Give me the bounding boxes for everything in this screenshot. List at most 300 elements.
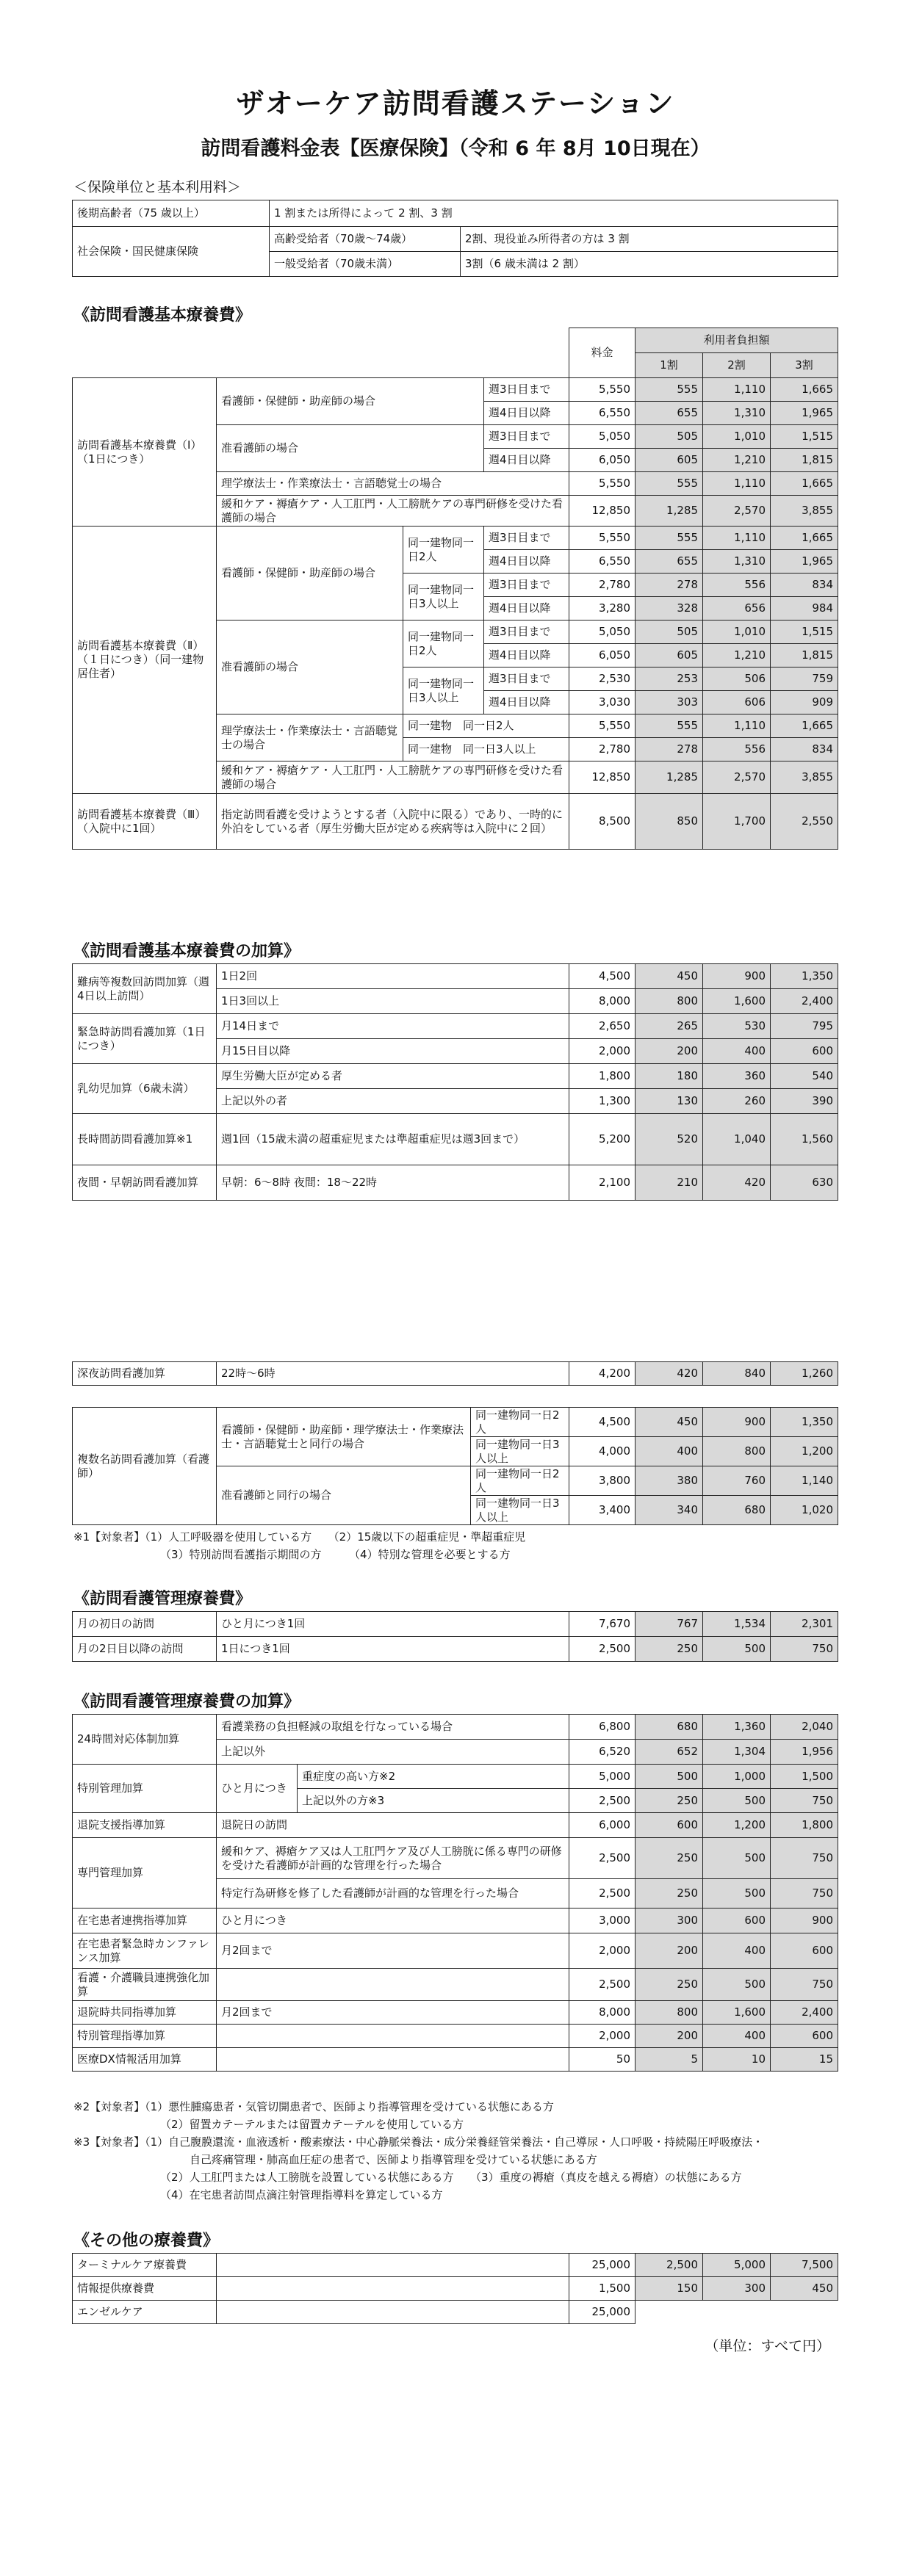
fee-cell: 750 — [771, 1789, 838, 1813]
fee-cell: 1,350 — [771, 964, 838, 989]
basic-week: 週4日目以降 — [484, 449, 569, 472]
fee-cell: 500 — [635, 1765, 703, 1789]
fee-cell: 1,665 — [771, 472, 838, 496]
fee-cell: 1,260 — [771, 1362, 838, 1386]
madd-expert: 専門管理加算 — [73, 1838, 217, 1909]
fee-cell: 606 — [703, 691, 771, 714]
basic-group-1: 訪問看護基本療養費（Ⅰ）（1日につき） — [73, 378, 217, 527]
multi-table — [72, 1407, 838, 1525]
fee-cell: 900 — [703, 1408, 771, 1437]
fee-cell: 4,000 — [569, 1437, 635, 1466]
fee-cell: 25,000 — [569, 2254, 635, 2277]
ins-general-recipient-value: 3割（6 歳未満は 2 割） — [461, 252, 838, 277]
fee-cell: 450 — [635, 964, 703, 989]
fee-cell: 800 — [635, 989, 703, 1014]
fee-cell: 2,400 — [771, 2001, 838, 2025]
ins-late-elderly-label: 後期高齢者（75 歳以上） — [73, 200, 270, 227]
fee-cell: 505 — [635, 621, 703, 644]
basic-week: 週4日目以降 — [484, 550, 569, 574]
ins-elderly-recipient-value: 2割、現役並み所得者の方は 3 割 — [461, 227, 838, 252]
fee-cell: 450 — [771, 2277, 838, 2301]
fee-cell: 2,500 — [569, 1879, 635, 1909]
basic-header-2: 2割 — [703, 353, 771, 378]
fee-cell: 5,200 — [569, 1114, 635, 1165]
fee-cell: 2,550 — [771, 794, 838, 850]
madd-table — [72, 1714, 838, 2072]
fee-cell: 1,040 — [703, 1114, 771, 1165]
basic-group-2: 訪問看護基本療養費（Ⅱ）（１日につき）（同一建物居住者） — [73, 527, 217, 794]
add-label: 深夜訪問看護加算 — [73, 1362, 217, 1386]
fee-cell: 3,855 — [771, 761, 838, 794]
madd-special-2: 上記以外の方※3 — [298, 1789, 569, 1813]
basic-week: 週3日目まで — [484, 425, 569, 449]
add-detail: 22時〜6時 — [217, 1362, 569, 1386]
fee-cell: 909 — [771, 691, 838, 714]
basic-week: 週3日目まで — [484, 621, 569, 644]
madd-joint: 退院時共同指導加算 — [73, 2001, 217, 2025]
add-label: 長時間訪問看護加算※1 — [73, 1114, 217, 1165]
fee-cell: 2,500 — [635, 2254, 703, 2277]
basic-g1-jun: 准看護師の場合 — [217, 425, 484, 472]
fee-cell: 1,515 — [771, 425, 838, 449]
fee-cell: 5,550 — [569, 378, 635, 402]
insurance-table — [72, 200, 838, 277]
fee-cell: 2,500 — [569, 1637, 635, 1662]
fee-cell: 1,665 — [771, 378, 838, 402]
fee-cell: 555 — [635, 527, 703, 550]
fee-cell: 1,815 — [771, 449, 838, 472]
fee-cell: 3,030 — [569, 691, 635, 714]
fee-cell: 3,280 — [569, 597, 635, 621]
mgmt-table — [72, 1611, 838, 1662]
fee-cell: 12,850 — [569, 761, 635, 794]
fee-cell: 2,570 — [703, 496, 771, 527]
note-3c: （2）人工肛門または人工膀胱を設置している状態にある方 （3）重度の褥瘡（真皮を越える褥瘡）の状態にある方 — [160, 2171, 742, 2184]
fee-cell: 380 — [635, 1466, 703, 1496]
fee-cell: 1,815 — [771, 644, 838, 667]
fee-cell: 1,285 — [635, 761, 703, 794]
fee-cell: 2,500 — [569, 1789, 635, 1813]
fee-cell: 1,965 — [771, 402, 838, 425]
fee-cell: 520 — [635, 1114, 703, 1165]
other-info: 情報提供療養費 — [73, 2277, 217, 2301]
basic-group-3: 訪問看護基本療養費（Ⅲ）（入院中に1回） — [73, 794, 217, 850]
madd-special: 特別管理加算 — [73, 1765, 217, 1813]
fee-cell: 2,040 — [771, 1715, 838, 1740]
basic-week: 週3日目まで — [484, 667, 569, 691]
madd-special-1: 重症度の高い方※2 — [298, 1765, 569, 1789]
fee-cell: 1,200 — [771, 1437, 838, 1466]
fee-cell: 10 — [703, 2048, 771, 2072]
basic-g2-pt: 理学療法士・作業療法士・言語聴覚士の場合 — [217, 714, 403, 761]
mgmt-detail: 1日につき1回 — [217, 1637, 569, 1662]
fee-cell: 600 — [771, 2025, 838, 2048]
fee-cell: 656 — [703, 597, 771, 621]
fee-cell: 6,050 — [569, 449, 635, 472]
fee-cell: 3,400 — [569, 1496, 635, 1525]
fee-cell: 500 — [703, 1879, 771, 1909]
madd-special-per: ひと月につき — [217, 1765, 298, 1813]
fee-cell: 210 — [635, 1165, 703, 1201]
fee-cell: 680 — [703, 1496, 771, 1525]
add-table — [72, 963, 838, 1201]
fee-cell: 200 — [635, 1039, 703, 1064]
other-heading: 《その他の療養費》 — [73, 2232, 220, 2250]
fee-cell: 2,780 — [569, 574, 635, 597]
fee-cell: 6,550 — [569, 550, 635, 574]
fee-cell: 1,956 — [771, 1740, 838, 1765]
multi-label: 複数名訪問看護加算（看護師） — [73, 1408, 217, 1525]
fee-cell: 180 — [635, 1064, 703, 1089]
fee-cell: 680 — [635, 1715, 703, 1740]
fee-cell: 130 — [635, 1089, 703, 1114]
fee-cell: 600 — [703, 1909, 771, 1933]
fee-cell: 25,000 — [569, 2301, 635, 2324]
fee-cell: 8,000 — [569, 2001, 635, 2025]
multi-b2: 准看護師と同行の場合 — [217, 1466, 471, 1525]
mgmt-label: 月の2日目以降の訪問 — [73, 1637, 217, 1662]
fee-cell: 340 — [635, 1496, 703, 1525]
basic-header-1: 1割 — [635, 353, 703, 378]
madd-discharge: 退院支援指導加算 — [73, 1813, 217, 1838]
fee-cell: 8,500 — [569, 794, 635, 850]
fee-cell: 400 — [703, 1933, 771, 1969]
fee-cell: 800 — [703, 1437, 771, 1466]
page-title: ザオーケア訪問看護ステーション — [236, 87, 675, 120]
fee-cell: 840 — [703, 1362, 771, 1386]
fee-cell: 630 — [771, 1165, 838, 1201]
unit-note: （単位：すべて円） — [705, 2338, 830, 2354]
add-detail: 厚生労働大臣が定める者 — [217, 1064, 569, 1089]
fee-cell: 750 — [771, 1879, 838, 1909]
fee-cell: 7,670 — [569, 1612, 635, 1637]
madd-dx: 医療DX情報活用加算 — [73, 2048, 217, 2072]
fee-cell: 6,050 — [569, 644, 635, 667]
fee-cell: 652 — [635, 1740, 703, 1765]
fee-cell: 5,050 — [569, 621, 635, 644]
fee-cell: 250 — [635, 1969, 703, 2001]
add-detail: 月14日まで — [217, 1014, 569, 1039]
madd-expert-2: 特定行為研修を修了した看護師が計画的な管理を行った場合 — [217, 1879, 569, 1909]
fee-cell: 5,000 — [569, 1765, 635, 1789]
fee-cell: 400 — [703, 1039, 771, 1064]
fee-cell: 300 — [703, 2277, 771, 2301]
fee-cell: 12,850 — [569, 496, 635, 527]
add-detail: 1日2回 — [217, 964, 569, 989]
add-detail: 月15日目以降 — [217, 1039, 569, 1064]
add-label: 夜間・早朝訪問看護加算 — [73, 1165, 217, 1201]
fee-cell: 540 — [771, 1064, 838, 1089]
fee-cell: 5,000 — [703, 2254, 771, 2277]
madd-24h: 24時間対応体制加算 — [73, 1715, 217, 1765]
fee-cell: 390 — [771, 1089, 838, 1114]
fee-cell: 850 — [635, 794, 703, 850]
ins-late-elderly-value: 1 割または所得によって 2 割、3 割 — [270, 200, 838, 227]
fee-cell: 5 — [635, 2048, 703, 2072]
fee-cell: 1,700 — [703, 794, 771, 850]
add-detail: 週1回（15歳未満の超重症児または準超重症児は週3回まで） — [217, 1114, 569, 1165]
add-heading: 《訪問看護基本療養費の加算》 — [73, 942, 300, 960]
fee-cell: 750 — [771, 1637, 838, 1662]
note-1b: （3）特別訪問看護指示期間の方 （4）特別な管理を必要とする方 — [160, 1548, 511, 1561]
fee-cell: 900 — [771, 1909, 838, 1933]
fee-cell: 556 — [703, 574, 771, 597]
multi-same3: 同一建物同一日3人以上 — [471, 1496, 569, 1525]
fee-cell: 1,304 — [703, 1740, 771, 1765]
fee-cell: 1,000 — [703, 1765, 771, 1789]
fee-cell: 5,550 — [569, 527, 635, 550]
multi-same2: 同一建物同一日2人 — [471, 1408, 569, 1437]
fee-cell: 900 — [703, 964, 771, 989]
fee-cell: 360 — [703, 1064, 771, 1089]
basic-week: 週3日目まで — [484, 527, 569, 550]
fee-cell: 1,500 — [569, 2277, 635, 2301]
fee-cell: 505 — [635, 425, 703, 449]
fee-cell: 1,010 — [703, 621, 771, 644]
fee-cell: 250 — [635, 1637, 703, 1662]
fee-cell: 1,360 — [703, 1715, 771, 1740]
fee-cell: 1,210 — [703, 449, 771, 472]
fee-cell: 1,010 — [703, 425, 771, 449]
ins-general-recipient-label: 一般受給者（70歳未満） — [270, 252, 461, 277]
fee-cell: 15 — [771, 2048, 838, 2072]
fee-cell: 250 — [635, 1789, 703, 1813]
fee-cell: 1,500 — [771, 1765, 838, 1789]
fee-cell: 1,800 — [771, 1813, 838, 1838]
fee-cell: 555 — [635, 472, 703, 496]
basic-header-3: 3割 — [771, 353, 838, 378]
multi-same3: 同一建物同一日3人以上 — [471, 1437, 569, 1466]
fee-cell: 2,650 — [569, 1014, 635, 1039]
fee-cell: 278 — [635, 738, 703, 761]
fee-cell: 420 — [703, 1165, 771, 1201]
fee-cell: 1,310 — [703, 402, 771, 425]
fee-cell: 1,600 — [703, 2001, 771, 2025]
basic-week: 週4日目以降 — [484, 402, 569, 425]
madd-heading: 《訪問看護管理療養費の加算》 — [73, 1693, 300, 1711]
fee-cell: 500 — [703, 1969, 771, 2001]
fee-cell: 5,050 — [569, 425, 635, 449]
fee-cell: 1,020 — [771, 1496, 838, 1525]
basic-week: 週3日目まで — [484, 574, 569, 597]
fee-cell: 750 — [771, 1838, 838, 1879]
note-2a: ※2【対象者】（1）悪性腫瘍患者・気管切開患者で、医師より指導管理を受けている状態にある方 — [73, 2100, 554, 2113]
fee-cell: 1,800 — [569, 1064, 635, 1089]
fee-cell: 1,140 — [771, 1466, 838, 1496]
basic-same2: 同一建物同一日2人 — [403, 527, 484, 574]
fee-cell: 750 — [771, 1969, 838, 2001]
basic-same3: 同一建物同一日3人以上 — [403, 574, 484, 621]
fee-cell: 2,000 — [569, 2025, 635, 2048]
note-3b: 自己疼痛管理・肺高血圧症の患者で、医師より指導管理を受けている状態にある方 — [190, 2153, 597, 2166]
fee-cell: 605 — [635, 644, 703, 667]
fee-cell: 795 — [771, 1014, 838, 1039]
fee-cell: 1,965 — [771, 550, 838, 574]
note-3d: （4）在宅患者訪問点滴注射管理指導料を算定している方 — [160, 2188, 443, 2201]
other-angel: エンゼルケア — [73, 2301, 217, 2324]
fee-cell: 278 — [635, 574, 703, 597]
fee-cell: 1,300 — [569, 1089, 635, 1114]
fee-cell: 250 — [635, 1838, 703, 1879]
fee-cell: 500 — [703, 1838, 771, 1879]
fee-cell: 250 — [635, 1879, 703, 1909]
fee-cell: 200 — [635, 1933, 703, 1969]
fee-cell: 600 — [771, 1933, 838, 1969]
fee-cell: 260 — [703, 1089, 771, 1114]
fee-cell: 4,500 — [569, 964, 635, 989]
fee-cell: 2,500 — [569, 1838, 635, 1879]
fee-cell: 5,550 — [569, 472, 635, 496]
madd-discharge-b: 退院日の訪問 — [217, 1813, 569, 1838]
fee-cell: 2,780 — [569, 738, 635, 761]
fee-cell: 300 — [635, 1909, 703, 1933]
fee-cell: 7,500 — [771, 2254, 838, 2277]
fee-cell: 1,560 — [771, 1114, 838, 1165]
basic-g1-kanwa: 緩和ケア・褥瘡ケア・人工肛門・人工膀胱ケアの専門研修を受けた看護師の場合 — [217, 496, 569, 527]
fee-cell: 984 — [771, 597, 838, 621]
mgmt-heading: 《訪問看護管理療養費》 — [73, 1590, 252, 1608]
fee-cell: 500 — [703, 1789, 771, 1813]
fee-cell: 1,515 — [771, 621, 838, 644]
other-terminal: ターミナルケア療養費 — [73, 2254, 217, 2277]
ins-social-label: 社会保険・国民健康保険 — [73, 227, 270, 277]
fee-cell: 2,500 — [569, 1969, 635, 2001]
note-2b: （2）留置カテーテルまたは留置カテーテルを使用している方 — [160, 2118, 464, 2131]
fee-cell: 5,550 — [569, 714, 635, 738]
basic-g2-nurse: 看護師・保健師・助産師の場合 — [217, 527, 403, 621]
basic-week: 週4日目以降 — [484, 691, 569, 714]
late-night-table — [72, 1361, 838, 1386]
fee-cell: 759 — [771, 667, 838, 691]
fee-cell: 655 — [635, 402, 703, 425]
fee-cell: 2,000 — [569, 1933, 635, 1969]
fee-cell: 6,550 — [569, 402, 635, 425]
fee-cell: 555 — [635, 378, 703, 402]
fee-cell: 50 — [569, 2048, 635, 2072]
multi-b1: 看護師・保健師・助産師・理学療法士・作業療法士・言語聴覚士と同行の場合 — [217, 1408, 471, 1466]
ins-elderly-recipient-label: 高齢受給者（70歳〜74歳） — [270, 227, 461, 252]
fee-cell: 4,500 — [569, 1408, 635, 1437]
fee-cell: 834 — [771, 574, 838, 597]
fee-cell: 1,534 — [703, 1612, 771, 1637]
fee-cell: 200 — [635, 2025, 703, 2048]
fee-cell: 2,301 — [771, 1612, 838, 1637]
fee-cell: 800 — [635, 2001, 703, 2025]
add-detail: 1日3回以上 — [217, 989, 569, 1014]
fee-cell: 1,110 — [703, 378, 771, 402]
madd-emergency-conf: 在宅患者緊急時カンファレンス加算 — [73, 1933, 217, 1969]
basic-g1-pt: 理学療法士・作業療法士・言語聴覚士の場合 — [217, 472, 569, 496]
fee-cell: 767 — [635, 1612, 703, 1637]
fee-cell: 655 — [635, 550, 703, 574]
add-label: 緊急時訪問看護加算（1日につき） — [73, 1014, 217, 1064]
madd-home-link: 在宅患者連携指導加算 — [73, 1909, 217, 1933]
basic-same2: 同一建物同一日2人 — [403, 621, 484, 667]
fee-cell: 1,110 — [703, 714, 771, 738]
fee-cell: 556 — [703, 738, 771, 761]
madd-special-guidance: 特別管理指導加算 — [73, 2025, 217, 2048]
note-3a: ※3【対象者】（1）自己腹膜還流・血液透析・酸素療法・中心静脈栄養法・成分栄養経管栄養法・自己導尿・人口呼吸・持続陽圧呼吸療法・ — [73, 2135, 764, 2149]
basic-g2-jun: 准看護師の場合 — [217, 621, 403, 714]
fee-cell: 150 — [635, 2277, 703, 2301]
basic-g3-desc: 指定訪問看護を受けようとする者（入院中に限る）であり、一時的に外泊をしている者（厚生労働大臣が定める疾病等は入院中に２回） — [217, 794, 569, 850]
fee-cell: 328 — [635, 597, 703, 621]
fee-cell: 1,350 — [771, 1408, 838, 1437]
fee-cell: 2,000 — [569, 1039, 635, 1064]
other-table — [72, 2253, 838, 2324]
fee-cell: 8,000 — [569, 989, 635, 1014]
insurance-heading: ＜保険単位と基本利用料＞ — [73, 179, 242, 195]
basic-pt-same3: 同一建物 同一日3人以上 — [403, 738, 569, 761]
basic-week: 週4日目以降 — [484, 644, 569, 667]
basic-header-fee: 料金 — [569, 328, 635, 378]
fee-cell: 1,665 — [771, 714, 838, 738]
fee-cell: 303 — [635, 691, 703, 714]
madd-home-link-b: ひと月につき — [217, 1909, 569, 1933]
fee-cell: 506 — [703, 667, 771, 691]
basic-table — [72, 328, 838, 850]
fee-cell: 1,600 — [703, 989, 771, 1014]
fee-cell: 1,310 — [703, 550, 771, 574]
fee-cell: 1,110 — [703, 527, 771, 550]
madd-24h-a: 看護業務の負担軽減の取組を行なっている場合 — [217, 1715, 569, 1740]
basic-week: 週4日目以降 — [484, 597, 569, 621]
fee-cell: 3,000 — [569, 1909, 635, 1933]
add-detail: 早朝：6〜8時 夜間：18〜22時 — [217, 1165, 569, 1201]
multi-same2: 同一建物同一日2人 — [471, 1466, 569, 1496]
fee-cell: 760 — [703, 1466, 771, 1496]
fee-cell: 6,800 — [569, 1715, 635, 1740]
basic-week: 週3日目まで — [484, 378, 569, 402]
mgmt-detail: ひと月につき1回 — [217, 1612, 569, 1637]
fee-cell: 600 — [635, 1813, 703, 1838]
fee-cell: 2,570 — [703, 761, 771, 794]
basic-g2-kanwa: 緩和ケア・褥瘡ケア・人工肛門・人工膀胱ケアの専門研修を受けた看護師の場合 — [217, 761, 569, 794]
fee-cell: 2,400 — [771, 989, 838, 1014]
fee-cell: 400 — [703, 2025, 771, 2048]
basic-header-burden: 利用者負担額 — [635, 328, 838, 353]
madd-expert-1: 緩和ケア、褥瘡ケア又は人工肛門ケア及び人工膀胱に係る専門の研修を受けた看護師が計画的な管理を行った場合 — [217, 1838, 569, 1879]
fee-cell: 1,200 — [703, 1813, 771, 1838]
basic-heading: 《訪問看護基本療養費》 — [73, 306, 252, 325]
basic-pt-same2: 同一建物 同一日2人 — [403, 714, 569, 738]
fee-cell: 1,110 — [703, 472, 771, 496]
fee-cell: 2,530 — [569, 667, 635, 691]
page-subtitle: 訪問看護料金表【医療保険】（令和 6 年 8月 10日現在） — [201, 137, 710, 160]
fee-cell: 605 — [635, 449, 703, 472]
mgmt-label: 月の初日の訪問 — [73, 1612, 217, 1637]
fee-cell: 1,285 — [635, 496, 703, 527]
fee-cell: 530 — [703, 1014, 771, 1039]
add-detail: 上記以外の者 — [217, 1089, 569, 1114]
note-1: ※1【対象者】（1）人工呼吸器を使用している方 （2）15歳以下の超重症児・準超重症児 — [73, 1530, 526, 1544]
madd-24h-b: 上記以外 — [217, 1740, 569, 1765]
fee-cell: 834 — [771, 738, 838, 761]
madd-care-link: 看護・介護職員連携強化加算 — [73, 1969, 217, 2001]
fee-cell: 6,520 — [569, 1740, 635, 1765]
fee-cell: 420 — [635, 1362, 703, 1386]
fee-cell: 3,800 — [569, 1466, 635, 1496]
fee-cell: 265 — [635, 1014, 703, 1039]
fee-cell: 1,210 — [703, 644, 771, 667]
fee-cell: 600 — [771, 1039, 838, 1064]
fee-cell: 500 — [703, 1637, 771, 1662]
basic-same3: 同一建物同一日3人以上 — [403, 667, 484, 714]
fee-cell: 1,665 — [771, 527, 838, 550]
fee-cell: 555 — [635, 714, 703, 738]
fee-cell: 4,200 — [569, 1362, 635, 1386]
add-label: 難病等複数回訪問加算（週4日以上訪問） — [73, 964, 217, 1014]
